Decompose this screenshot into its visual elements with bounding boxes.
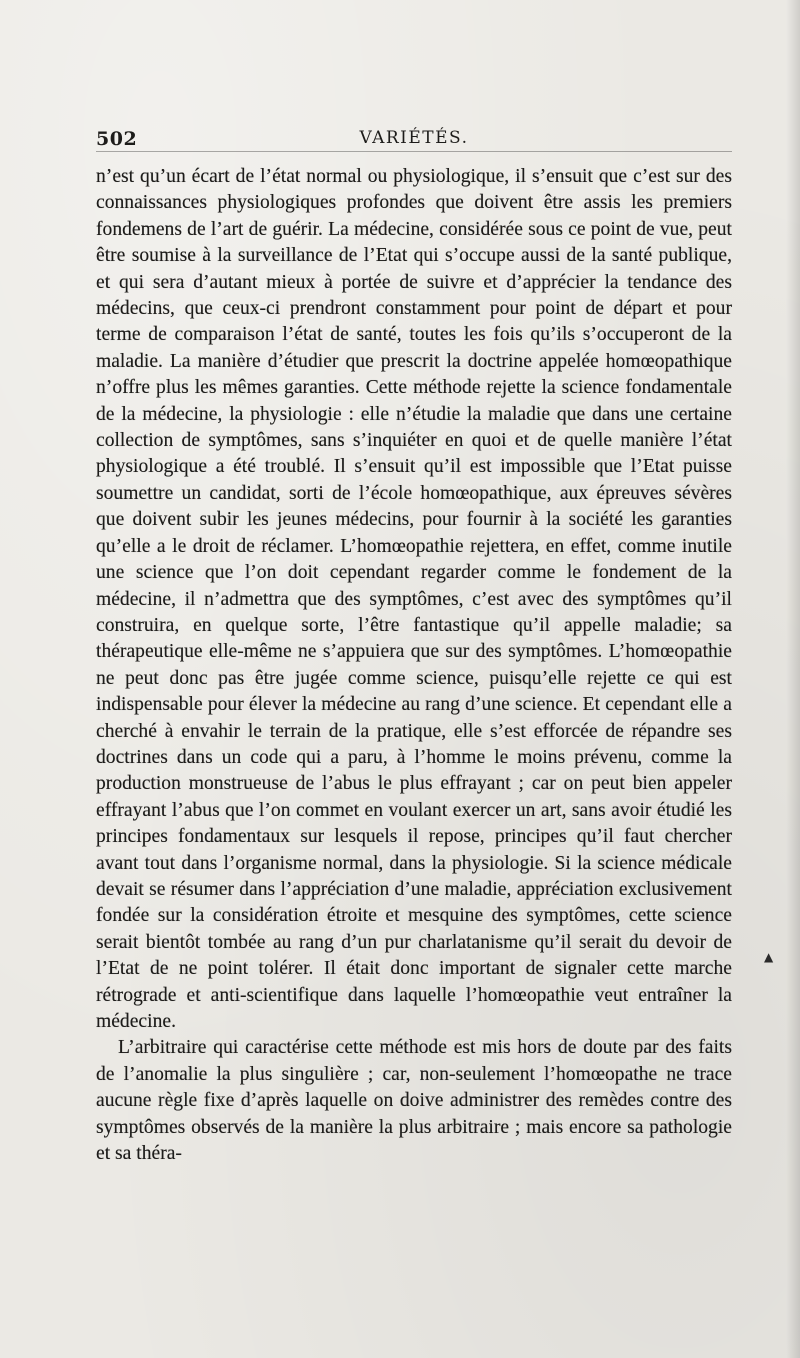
- paragraph: L’arbitraire qui caractérise cette méthode est mis hors de doute par des faits de l’anomalie la plus singulière ; car, non-seulement l’homœopathe ne trace aucune règle fixe d’après laquelle on doive administrer des remèdes contre des symptômes observés de la manière la plus arbitraire ; mais encore sa pathologie et sa théra-: [96, 1037, 732, 1165]
- header-rule: [96, 151, 732, 152]
- margin-mark-icon: ▲: [764, 950, 774, 964]
- paragraph: n’est qu’un écart de l’état normal ou physiologique, il s’ensuit que c’est sur des connaissances physiologiques profondes que doivent être assis les premiers fondemens de l’art de guérir. La médecine, considérée sous ce point de vue, peut être soumise à la surveillance de l’Etat qui s’occupe aussi de la santé publique, et qui sera d’autant mieux à portée de suivre et d’apprécier la tendance des médecins, que ceux-ci prendront constamment pour point de départ et pour terme de comparaison l’état de santé, toutes les fois qu’ils s’occuperont de la maladie. La manière d’étudier que prescrit la doctrine appelée homœopathique n’offre plus les mêmes garanties. Cette méthode rejette la science fondamentale de la médecine, la physiologie : elle n’étudie la maladie que dans une certaine collection de symptômes, sans s’inquiéter en quoi et de quelle manière l’état physiologique a été troublé. Il s’ensuit qu’il est impossible que l’Etat puisse soumettre un candidat, sorti de l’école homœopathique, aux épreuves sévères que doivent subir les jeunes médecins, pour fournir à la société les garanties qu’elle a le droit de réclamer. L’homœopathie rejettera, en effet, comme inutile une science que l’on doit cependant regarder comme le fondement de la médecine, il n’admettra que des symptômes, c’est avec des symptômes qu’il construira, en quelque sorte, l’être fantastique qu’il appelle maladie; sa thérapeutique elle-même ne s’appuiera que sur des symptômes. L’homœopathie ne peut donc pas être jugée comme science, puisqu’elle rejette ce qui est indispensable pour élever la médecine au rang d’une science. Et cependant elle a cherché à envahir le terrain de la pratique, elle s’est efforcée de répandre ses doctrines dans un code qui a paru, à l’homme le moins prévenu, comme la production monstrueuse de l’abus le plus effrayant ; car on peut bien appeler effrayant l’abus que l’on commet en voulant exercer un art, sans avoir étudié les principes fondamentaux sur lesquels il repose, principes qu’il faut chercher avant tout dans l’organisme normal, dans la physiologie. Si la science médicale devait se résumer dans l’appréciation d’une maladie, appréciation exclusivement fondée sur la considération étroite et mesquine des symptômes, cette science serait bientôt tombée au rang d’un pur charlatanisme qu’il serait du devoir de l’Etat de ne point tolérer. Il était donc important de signaler cette marche rétrograde et anti-scientifique dans laquelle l’homœopathie veut entraîner la médecine.: [96, 166, 732, 1032]
- page-edge-shadow: [786, 0, 800, 1358]
- running-head: VARIÉTÉS.: [359, 128, 469, 148]
- page-number: 502: [96, 128, 138, 150]
- body-text: [96, 164, 732, 1167]
- page-header: [96, 128, 732, 152]
